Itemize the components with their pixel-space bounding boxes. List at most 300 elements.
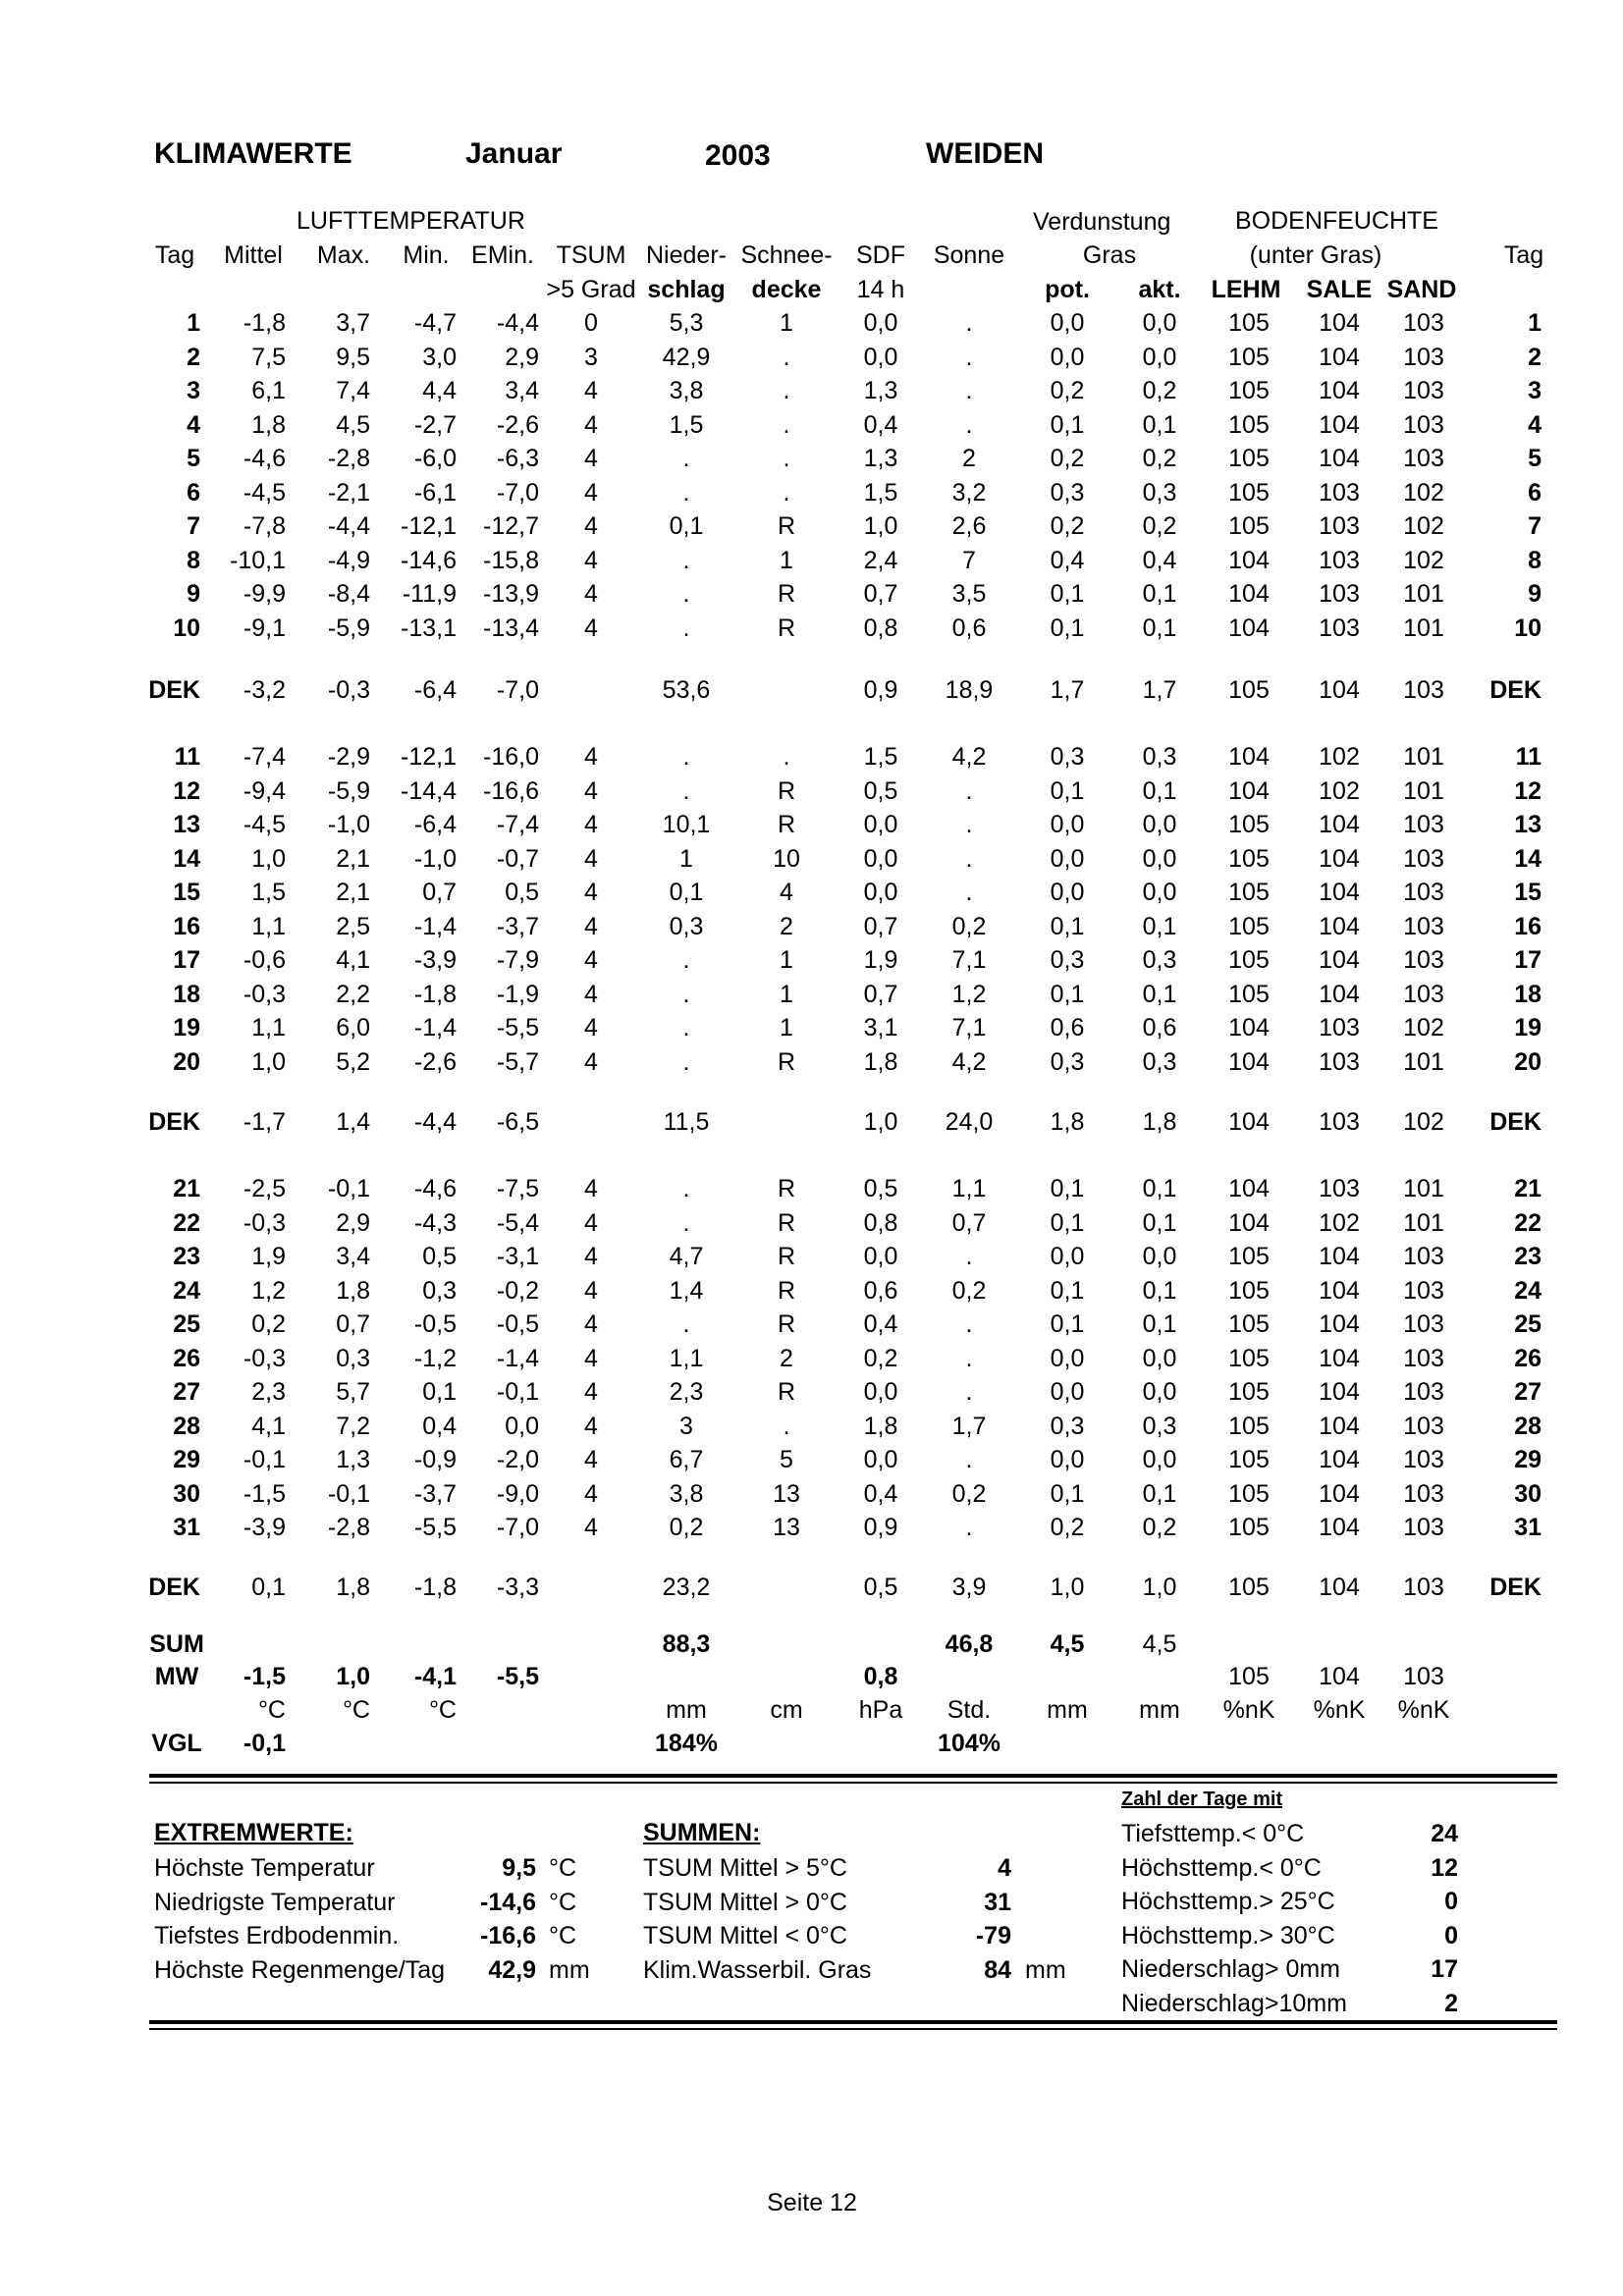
days-count-value: 0 — [1444, 1888, 1458, 1915]
subheader-lehm: LEHM — [1211, 276, 1281, 303]
day-mittel: -0,3 — [243, 980, 286, 1008]
day-tag-right: 13 — [1514, 811, 1542, 838]
day-niederschlag: 3 — [679, 1412, 693, 1440]
day-tag: 5 — [187, 445, 200, 472]
day-tsum: 4 — [584, 1479, 598, 1508]
units-sand: %nK — [1397, 1696, 1450, 1724]
sum-value: 84 — [984, 1955, 1011, 1984]
day-verd-akt: 0,0 — [1142, 844, 1177, 873]
day-schneedecke: . — [783, 377, 790, 404]
mw-sdf: 0,8 — [863, 1663, 898, 1690]
dek-sonne: 24,0 — [945, 1108, 994, 1136]
day-sdf: 0,0 — [863, 309, 898, 337]
day-emin: 2,9 — [505, 343, 539, 371]
sum-label: TSUM Mittel > 0°C — [643, 1888, 847, 1916]
day-niederschlag: 3,8 — [669, 1479, 704, 1508]
day-lehm: 104 — [1228, 614, 1270, 642]
day-tag-right: 20 — [1514, 1047, 1542, 1076]
day-sdf: 1,0 — [863, 512, 898, 540]
day-tag: 25 — [173, 1310, 200, 1338]
day-tsum: 4 — [584, 879, 598, 906]
day-sonne: 0,2 — [951, 1276, 987, 1305]
day-lehm: 105 — [1228, 980, 1270, 1008]
day-sand: 101 — [1403, 580, 1444, 608]
day-tsum: 4 — [584, 1378, 598, 1406]
day-tag: 14 — [173, 844, 200, 873]
day-sdf: 0,0 — [863, 844, 898, 873]
day-schneedecke: . — [783, 743, 790, 771]
day-verd-akt: 0,1 — [1142, 410, 1177, 439]
day-min: -1,4 — [413, 1014, 457, 1041]
day-mittel: 1,9 — [251, 1243, 286, 1270]
day-sand: 103 — [1403, 343, 1444, 371]
day-mittel: 1,2 — [251, 1276, 286, 1305]
header-emin: EMin. — [471, 241, 534, 269]
day-emin: -7,4 — [496, 811, 539, 838]
day-sdf: 0,7 — [863, 580, 898, 608]
subheader-sdf: 14 h — [856, 276, 905, 303]
day-sale: 102 — [1319, 1208, 1360, 1237]
day-emin: -0,7 — [496, 844, 539, 873]
dek-tag-right: DEK — [1489, 1108, 1542, 1136]
dek-lehm: 105 — [1228, 1574, 1270, 1601]
day-sale: 103 — [1319, 1047, 1360, 1076]
day-verd-akt: 0,2 — [1142, 512, 1177, 540]
day-emin: -5,5 — [496, 1014, 539, 1041]
day-emin: -0,5 — [496, 1310, 539, 1338]
day-sdf: 0,9 — [863, 1514, 898, 1541]
mw-emin: -5,5 — [496, 1663, 539, 1690]
extreme-value: 42,9 — [488, 1955, 536, 1984]
day-sale: 104 — [1319, 1446, 1360, 1473]
day-mittel: 7,5 — [251, 343, 286, 371]
day-min: -2,7 — [413, 410, 457, 439]
units-niederschlag: mm — [666, 1696, 707, 1724]
day-tag: 8 — [187, 546, 200, 574]
days-count-label: Niederschlag> 0mm — [1121, 1955, 1341, 1983]
days-count-label: Höchsttemp.> 25°C — [1121, 1888, 1335, 1915]
day-tsum: 4 — [584, 844, 598, 873]
extreme-label: Niedrigste Temperatur — [154, 1888, 396, 1916]
dek-verd-pot: 1,7 — [1050, 676, 1085, 704]
day-verd-akt: 0,3 — [1142, 946, 1177, 974]
day-sale: 104 — [1319, 1514, 1360, 1541]
day-tag-right: 11 — [1515, 743, 1542, 771]
day-min: 0,4 — [422, 1412, 457, 1440]
header-min: Min. — [403, 241, 450, 269]
mw-max: 1,0 — [336, 1663, 370, 1690]
day-verd-pot: 0,1 — [1050, 1479, 1085, 1508]
dek-lehm: 105 — [1228, 676, 1270, 704]
day-tag: 18 — [173, 980, 200, 1008]
day-emin: -6,3 — [496, 445, 539, 472]
day-lehm: 105 — [1228, 410, 1270, 439]
units-sonne: Std. — [947, 1696, 992, 1724]
day-tag-right: 4 — [1528, 410, 1542, 439]
dek-mittel: -1,7 — [243, 1108, 286, 1136]
header-tag_r: Tag — [1503, 241, 1544, 269]
sum-value: 4 — [998, 1854, 1011, 1882]
day-sonne: 3,2 — [951, 478, 987, 507]
day-max: -2,9 — [327, 743, 370, 771]
dek-sonne: 3,9 — [951, 1574, 987, 1601]
day-max: 0,3 — [336, 1344, 370, 1372]
page-number: Seite 12 — [767, 2189, 857, 2216]
vgl-niederschlag: 184% — [655, 1730, 718, 1757]
units-min: °C — [428, 1696, 457, 1724]
day-verd-pot: 0,3 — [1050, 478, 1085, 507]
day-lehm: 105 — [1228, 1514, 1270, 1541]
extreme-unit: mm — [549, 1955, 590, 1984]
day-niederschlag: . — [682, 478, 690, 507]
day-schneedecke: R — [777, 811, 796, 838]
day-sonne: 2 — [962, 445, 976, 472]
day-sale: 104 — [1319, 309, 1360, 337]
day-tag-right: 25 — [1514, 1310, 1542, 1338]
dek-sale: 103 — [1319, 1108, 1360, 1136]
day-verd-pot: 0,0 — [1050, 1378, 1085, 1406]
day-tag: 20 — [173, 1047, 200, 1076]
day-lehm: 104 — [1228, 743, 1270, 771]
day-tag: 3 — [187, 377, 200, 404]
day-sdf: 0,0 — [863, 879, 898, 906]
day-sale: 103 — [1319, 546, 1360, 574]
day-max: 9,5 — [336, 343, 370, 371]
day-niederschlag: . — [682, 546, 690, 574]
day-sdf: 0,5 — [863, 776, 898, 805]
day-verd-akt: 0,0 — [1142, 1243, 1177, 1270]
year-label: 2003 — [705, 139, 771, 172]
header-tag: Tag — [154, 241, 195, 269]
day-lehm: 105 — [1228, 343, 1270, 371]
day-verd-pot: 0,2 — [1050, 445, 1085, 472]
day-schneedecke: . — [783, 445, 790, 472]
day-max: 2,1 — [336, 879, 370, 906]
day-verd-akt: 0,3 — [1142, 1412, 1177, 1440]
day-max: -0,1 — [327, 1479, 370, 1508]
day-max: 7,2 — [336, 1412, 370, 1440]
day-min: -2,6 — [413, 1047, 457, 1076]
doc-title: KLIMAWERTE — [154, 137, 352, 170]
dek-sale: 104 — [1319, 676, 1360, 704]
extreme-label: Höchste Temperatur — [154, 1854, 375, 1882]
header-sonne: Sonne — [933, 241, 1005, 269]
day-tsum: 4 — [584, 743, 598, 771]
dek-min: -1,8 — [413, 1574, 457, 1601]
divider-top — [149, 1774, 1557, 1778]
day-min: -5,5 — [413, 1514, 457, 1541]
header-lufttemperatur: LUFTTEMPERATUR — [297, 207, 525, 235]
day-sale: 104 — [1319, 1344, 1360, 1372]
day-sale: 104 — [1319, 912, 1360, 940]
day-sonne: 4,2 — [951, 1047, 987, 1076]
dek-niederschlag: 23,2 — [662, 1574, 711, 1601]
day-sonne: . — [965, 1344, 973, 1372]
day-tag: 12 — [173, 776, 200, 805]
dek-max: 1,8 — [336, 1574, 370, 1601]
days-count-value: 12 — [1431, 1853, 1458, 1882]
dek-min: -4,4 — [413, 1108, 457, 1136]
day-emin: 0,5 — [505, 879, 539, 906]
day-tsum: 3 — [584, 343, 598, 371]
day-min: -1,0 — [413, 844, 457, 873]
vgl-tag: VGL — [151, 1730, 202, 1757]
day-max: 2,1 — [336, 844, 370, 873]
station-label: WEIDEN — [926, 137, 1044, 170]
day-mittel: 1,1 — [251, 1014, 286, 1041]
day-sale: 103 — [1319, 512, 1360, 540]
day-sdf: 0,8 — [863, 1208, 898, 1237]
day-tsum: 4 — [584, 811, 598, 838]
units-schneedecke: cm — [770, 1696, 803, 1724]
day-max: 2,5 — [336, 912, 370, 940]
dek-mittel: -3,2 — [243, 676, 286, 704]
dek-max: -0,3 — [327, 676, 370, 704]
day-tag-right: 10 — [1514, 614, 1542, 642]
day-niederschlag: . — [682, 743, 690, 771]
day-sand: 103 — [1403, 946, 1444, 974]
day-min: 0,1 — [422, 1378, 457, 1406]
day-niederschlag: . — [682, 1047, 690, 1076]
day-verd-akt: 0,1 — [1142, 1208, 1177, 1237]
sum-value: 31 — [984, 1888, 1011, 1916]
day-min: -6,0 — [413, 445, 457, 472]
day-niederschlag: . — [682, 946, 690, 974]
day-tag: 11 — [174, 743, 200, 771]
day-verd-pot: 0,0 — [1050, 309, 1085, 337]
day-sdf: 0,4 — [863, 1310, 898, 1338]
day-lehm: 104 — [1228, 1208, 1270, 1237]
dek-verd-pot: 1,8 — [1050, 1108, 1085, 1136]
day-mittel: -1,5 — [243, 1479, 286, 1508]
day-sonne: 7 — [962, 546, 976, 574]
day-mittel: -9,9 — [243, 580, 286, 608]
day-sonne: . — [965, 343, 973, 371]
day-schneedecke: R — [777, 1378, 796, 1406]
day-mittel: -0,3 — [243, 1344, 286, 1372]
day-niederschlag: . — [682, 580, 690, 608]
extreme-label: Tiefstes Erdbodenmin. — [154, 1922, 400, 1949]
day-max: 2,9 — [336, 1208, 370, 1237]
day-verd-pot: 0,1 — [1050, 776, 1085, 805]
extreme-value: -16,6 — [480, 1922, 536, 1949]
day-verd-pot: 0,1 — [1050, 1310, 1085, 1338]
day-sdf: 0,7 — [863, 912, 898, 940]
day-niederschlag: 10,1 — [662, 811, 711, 838]
day-min: -12,1 — [401, 743, 457, 771]
day-sdf: 0,0 — [863, 1243, 898, 1270]
header-max: Max. — [316, 241, 371, 269]
day-tsum: 4 — [584, 614, 598, 642]
extremes-heading: EXTREMWERTE: — [154, 1819, 353, 1846]
day-mittel: 6,1 — [251, 377, 286, 404]
day-sale: 104 — [1319, 1378, 1360, 1406]
dek-sdf: 1,0 — [863, 1108, 898, 1136]
subheader-schnee: decke — [751, 276, 822, 303]
day-tag-right: 9 — [1528, 580, 1542, 608]
day-max: -4,4 — [327, 512, 370, 540]
day-tag: 16 — [173, 912, 200, 940]
day-tag-right: 3 — [1528, 377, 1542, 404]
day-verd-pot: 0,1 — [1050, 580, 1085, 608]
day-sdf: 1,5 — [863, 478, 898, 507]
days-count-value: 24 — [1431, 1820, 1458, 1847]
day-min: 0,5 — [422, 1243, 457, 1270]
day-tag-right: 14 — [1514, 844, 1542, 873]
extreme-value: -14,6 — [480, 1888, 536, 1916]
day-tag-right: 17 — [1514, 946, 1542, 974]
day-tag-right: 12 — [1514, 776, 1542, 805]
day-tsum: 4 — [584, 1412, 598, 1440]
extreme-label: Höchste Regenmenge/Tag — [154, 1955, 446, 1984]
dek-sale: 104 — [1319, 1574, 1360, 1601]
day-tag: 29 — [173, 1446, 200, 1473]
day-verd-pot: 0,3 — [1050, 743, 1085, 771]
day-lehm: 105 — [1228, 1378, 1270, 1406]
day-verd-akt: 0,1 — [1142, 1276, 1177, 1305]
day-sand: 103 — [1403, 309, 1444, 337]
sum-sonne: 46,8 — [945, 1630, 994, 1658]
day-sale: 104 — [1319, 1412, 1360, 1440]
day-sdf: 0,0 — [863, 343, 898, 371]
dek-verd-akt: 1,0 — [1142, 1574, 1177, 1601]
dek-sonne: 18,9 — [945, 676, 994, 704]
dek-emin: -6,5 — [496, 1108, 539, 1136]
day-sonne: 4,2 — [951, 743, 987, 771]
day-emin: 3,4 — [505, 377, 539, 404]
day-emin: -7,9 — [496, 946, 539, 974]
day-tag: 30 — [173, 1479, 200, 1508]
day-sonne: 7,1 — [951, 1014, 987, 1041]
day-sale: 104 — [1319, 377, 1360, 404]
units-sale: %nK — [1313, 1696, 1366, 1724]
day-schneedecke: . — [783, 478, 790, 507]
day-verd-pot: 0,1 — [1050, 614, 1085, 642]
day-sonne: . — [965, 1446, 973, 1473]
day-tag: 22 — [173, 1208, 200, 1237]
day-sand: 101 — [1403, 614, 1444, 642]
day-mittel: -7,8 — [243, 512, 286, 540]
day-sdf: 0,0 — [863, 1446, 898, 1473]
day-lehm: 105 — [1228, 1446, 1270, 1473]
day-sand: 101 — [1403, 1047, 1444, 1076]
day-schneedecke: R — [777, 614, 796, 642]
day-sonne: . — [965, 776, 973, 805]
day-tsum: 4 — [584, 1514, 598, 1541]
day-sdf: 1,5 — [863, 743, 898, 771]
day-niederschlag: 3,8 — [669, 377, 704, 404]
day-niederschlag: 1 — [679, 844, 693, 873]
dek-tag-right: DEK — [1489, 676, 1542, 704]
day-verd-pot: 0,6 — [1050, 1014, 1085, 1041]
day-tag-right: 19 — [1514, 1014, 1542, 1041]
day-sonne: 0,7 — [951, 1208, 987, 1237]
day-lehm: 105 — [1228, 1276, 1270, 1305]
day-tsum: 4 — [584, 478, 598, 507]
day-tsum: 4 — [584, 1243, 598, 1270]
day-niederschlag: . — [682, 776, 690, 805]
day-sdf: 1,3 — [863, 445, 898, 472]
day-lehm: 105 — [1228, 309, 1270, 337]
day-schneedecke: R — [777, 1208, 796, 1237]
subheader-tsum: >5 Grad — [546, 276, 636, 303]
day-tsum: 4 — [584, 1344, 598, 1372]
day-tag-right: 31 — [1514, 1514, 1542, 1541]
day-min: -13,1 — [401, 614, 457, 642]
dek-emin: -3,3 — [496, 1574, 539, 1601]
day-verd-pot: 0,3 — [1050, 1047, 1085, 1076]
day-sand: 103 — [1403, 1310, 1444, 1338]
day-niederschlag: . — [682, 980, 690, 1008]
extreme-unit: °C — [549, 1888, 577, 1916]
month-label: Januar — [465, 137, 563, 170]
day-verd-akt: 0,0 — [1142, 811, 1177, 838]
day-sonne: . — [965, 844, 973, 873]
day-emin: -12,7 — [483, 512, 539, 540]
day-emin: -9,0 — [496, 1479, 539, 1508]
day-tsum: 4 — [584, 377, 598, 404]
day-verd-pot: 0,3 — [1050, 1412, 1085, 1440]
day-verd-pot: 0,2 — [1050, 512, 1085, 540]
day-min: -6,1 — [413, 478, 457, 507]
day-niederschlag: 0,1 — [669, 512, 704, 540]
sum-niederschlag: 88,3 — [662, 1630, 711, 1658]
divider-bottom-thin — [149, 2028, 1557, 2030]
sum-label: TSUM Mittel > 5°C — [643, 1854, 847, 1882]
day-verd-akt: 0,2 — [1142, 1514, 1177, 1541]
day-verd-pot: 0,2 — [1050, 377, 1085, 404]
day-min: 0,7 — [422, 879, 457, 906]
day-emin: -7,5 — [496, 1175, 539, 1202]
day-max: -2,8 — [327, 445, 370, 472]
day-sale: 102 — [1319, 743, 1360, 771]
day-min: -1,2 — [413, 1344, 457, 1372]
day-emin: -0,1 — [496, 1378, 539, 1406]
day-lehm: 104 — [1228, 776, 1270, 805]
day-min: -4,7 — [413, 309, 457, 337]
header-schnee: Schnee- — [740, 241, 833, 269]
day-sand: 102 — [1403, 546, 1444, 574]
day-verd-akt: 0,1 — [1142, 1175, 1177, 1202]
day-sale: 104 — [1319, 445, 1360, 472]
day-emin: -1,4 — [496, 1344, 539, 1372]
day-tsum: 4 — [584, 410, 598, 439]
day-lehm: 105 — [1228, 879, 1270, 906]
day-sale: 104 — [1319, 980, 1360, 1008]
day-tag-right: 21 — [1514, 1175, 1542, 1202]
day-sonne: . — [965, 410, 973, 439]
day-verd-pot: 0,0 — [1050, 1446, 1085, 1473]
day-mittel: 1,0 — [251, 844, 286, 873]
day-lehm: 105 — [1228, 946, 1270, 974]
day-niederschlag: 1,5 — [669, 410, 704, 439]
dek-sdf: 0,9 — [863, 676, 898, 704]
day-schneedecke: R — [777, 1243, 796, 1270]
day-schneedecke: 13 — [773, 1514, 800, 1541]
day-mittel: -1,8 — [243, 309, 286, 337]
day-mittel: -0,1 — [243, 1446, 286, 1473]
day-tag: 13 — [173, 811, 200, 838]
day-min: 0,3 — [422, 1276, 457, 1305]
day-sonne: 0,2 — [951, 1479, 987, 1508]
day-sale: 103 — [1319, 614, 1360, 642]
day-emin: -0,2 — [496, 1276, 539, 1305]
day-sdf: 0,0 — [863, 1378, 898, 1406]
day-verd-akt: 0,0 — [1142, 1344, 1177, 1372]
mw-lehm: 105 — [1228, 1663, 1270, 1690]
day-tag: 1 — [187, 309, 200, 337]
day-min: -3,9 — [413, 946, 457, 974]
